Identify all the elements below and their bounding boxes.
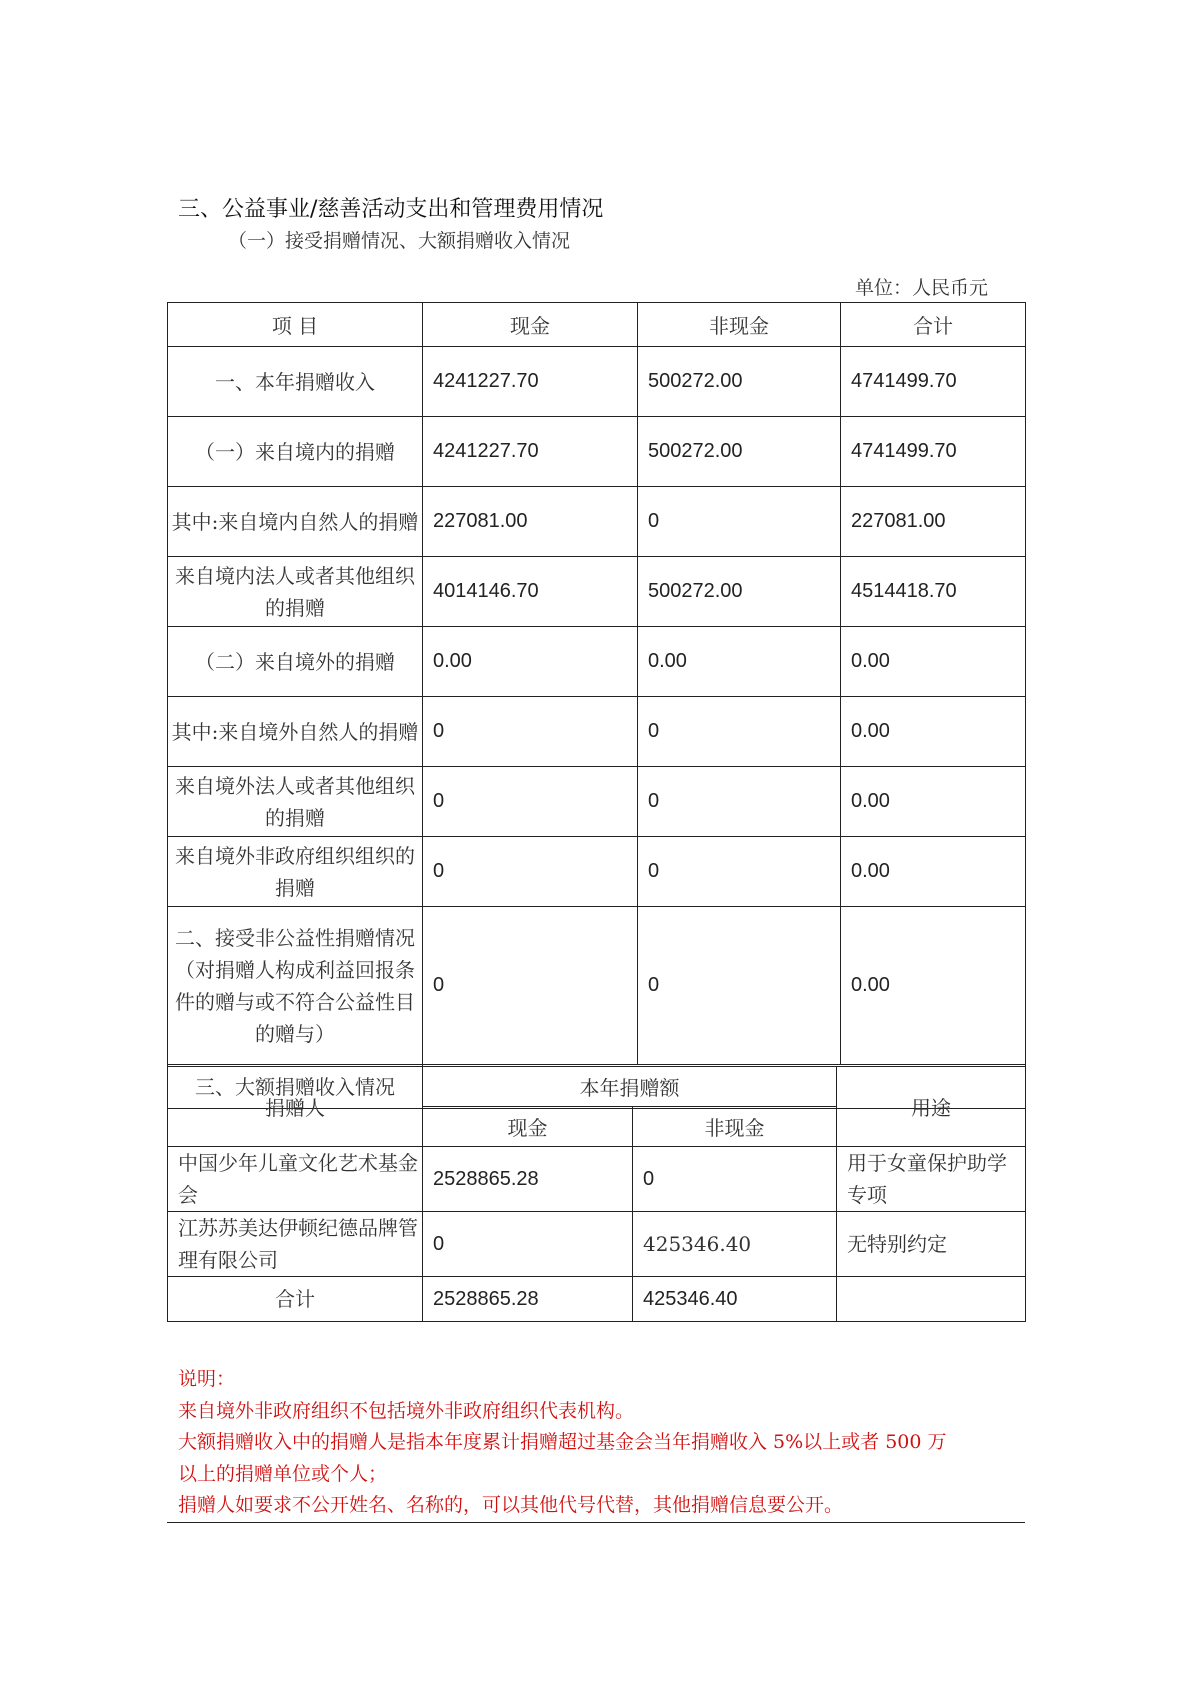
row-total: 0.00 [841,907,1026,1065]
table-row [168,1277,1026,1322]
row-label: 一、本年捐赠收入 [168,347,423,417]
header-donor: 捐赠人 [168,1067,423,1147]
table-row [168,697,1026,767]
donor-noncash: 0 [633,1147,837,1212]
row-noncash: 0 [638,907,841,1065]
currency-unit: 单位：人民币元 [855,277,989,299]
note-line: 来自境外非政府组织不包括境外非政府组织代表机构。 [178,1399,635,1422]
row-total: 4741499.70 [841,347,1026,417]
donor-noncash: 425346.40 [633,1212,837,1277]
row-noncash: 0 [638,837,841,907]
row-cash: 0 [423,837,638,907]
row-cash: 0 [423,767,638,837]
header-noncash: 非现金 [633,1107,837,1147]
bottom-rule [167,1522,1025,1523]
donor-name: 江苏苏美达伊顿纪德品牌管理有限公司 [168,1212,423,1277]
large-donation-table [167,1066,1026,1322]
table-row [168,837,1026,907]
section3-label: 三、大额捐赠收入情况 [168,1065,423,1109]
row-total: 4741499.70 [841,417,1026,487]
row-label: （一）来自境内的捐赠 [168,417,423,487]
row-noncash: 500272.00 [638,557,841,627]
row-noncash: 0 [638,697,841,767]
row-total: 4514418.70 [841,557,1026,627]
note-line: 大额捐赠收入中的捐赠人是指本年度累计捐赠超过基金会当年捐赠收入 5%以上或者 500 万 [178,1431,947,1453]
subsection-heading: （一）接受捐赠情况、大额捐赠收入情况 [228,230,571,252]
header-cash: 现金 [423,303,638,347]
donation-income-table [167,302,1026,1109]
donor-purpose: 用于女童保护助学专项 [837,1147,1026,1212]
row-total: 0.00 [841,767,1026,837]
table-row [168,1147,1026,1212]
table-row [168,487,1026,557]
note-line: 以上的捐赠单位或个人； [178,1462,388,1485]
note-line: 捐赠人如要求不公开姓名、名称的，可以其他代号代替，其他捐赠信息要公开。 [178,1494,844,1516]
row-noncash: 0 [638,487,841,557]
row-label: 二、接受非公益性捐赠情况（对捐赠人构成利益回报条件的赠与或不符合公益性目的赠与） [168,907,423,1065]
row-cash: 4014146.70 [423,557,638,627]
notes [178,1364,947,1522]
row-noncash: 0 [638,767,841,837]
row-cash: 4241227.70 [423,347,638,417]
table-row [168,767,1026,837]
header-item: 项 目 [168,303,423,347]
header-annual-amount: 本年捐赠额 [423,1067,837,1107]
table-row [168,907,1026,1065]
table-row [168,347,1026,417]
row-label: 来自境外非政府组织组织的捐赠 [168,837,423,907]
row-noncash: 0.00 [638,627,841,697]
row-cash: 227081.00 [423,487,638,557]
donor-purpose: 无特别约定 [837,1212,1026,1277]
donor-cash: 2528865.28 [423,1147,633,1212]
donor-name: 中国少年儿童文化艺术基金会 [168,1147,423,1212]
row-label: 来自境内法人或者其他组织的捐赠 [168,557,423,627]
header-purpose: 用途 [837,1067,1026,1147]
table-row [168,627,1026,697]
row-total: 0.00 [841,837,1026,907]
row-cash: 0 [423,907,638,1065]
row-noncash: 500272.00 [638,347,841,417]
row-cash: 4241227.70 [423,417,638,487]
table-row [168,1212,1026,1277]
row-noncash: 500272.00 [638,417,841,487]
section-heading: 三、公益事业/慈善活动支出和管理费用情况 [178,197,604,222]
header-noncash: 非现金 [638,303,841,347]
total-cash: 2528865.28 [423,1277,633,1322]
header-total: 合计 [841,303,1026,347]
table-row [168,417,1026,487]
total-purpose [837,1277,1026,1322]
row-label: 来自境外法人或者其他组织的捐赠 [168,767,423,837]
row-total: 0.00 [841,697,1026,767]
donor-cash: 0 [423,1212,633,1277]
table-row [168,557,1026,627]
header-cash: 现金 [423,1107,633,1147]
total-noncash: 425346.40 [633,1277,837,1322]
notes-title: 说明： [178,1368,236,1390]
row-total: 227081.00 [841,487,1026,557]
row-total: 0.00 [841,627,1026,697]
row-label: 其中:来自境内自然人的捐赠 [168,487,423,557]
row-cash: 0 [423,697,638,767]
row-label: 其中:来自境外自然人的捐赠 [168,697,423,767]
total-label: 合计 [168,1277,423,1322]
row-label: （二）来自境外的捐赠 [168,627,423,697]
row-cash: 0.00 [423,627,638,697]
